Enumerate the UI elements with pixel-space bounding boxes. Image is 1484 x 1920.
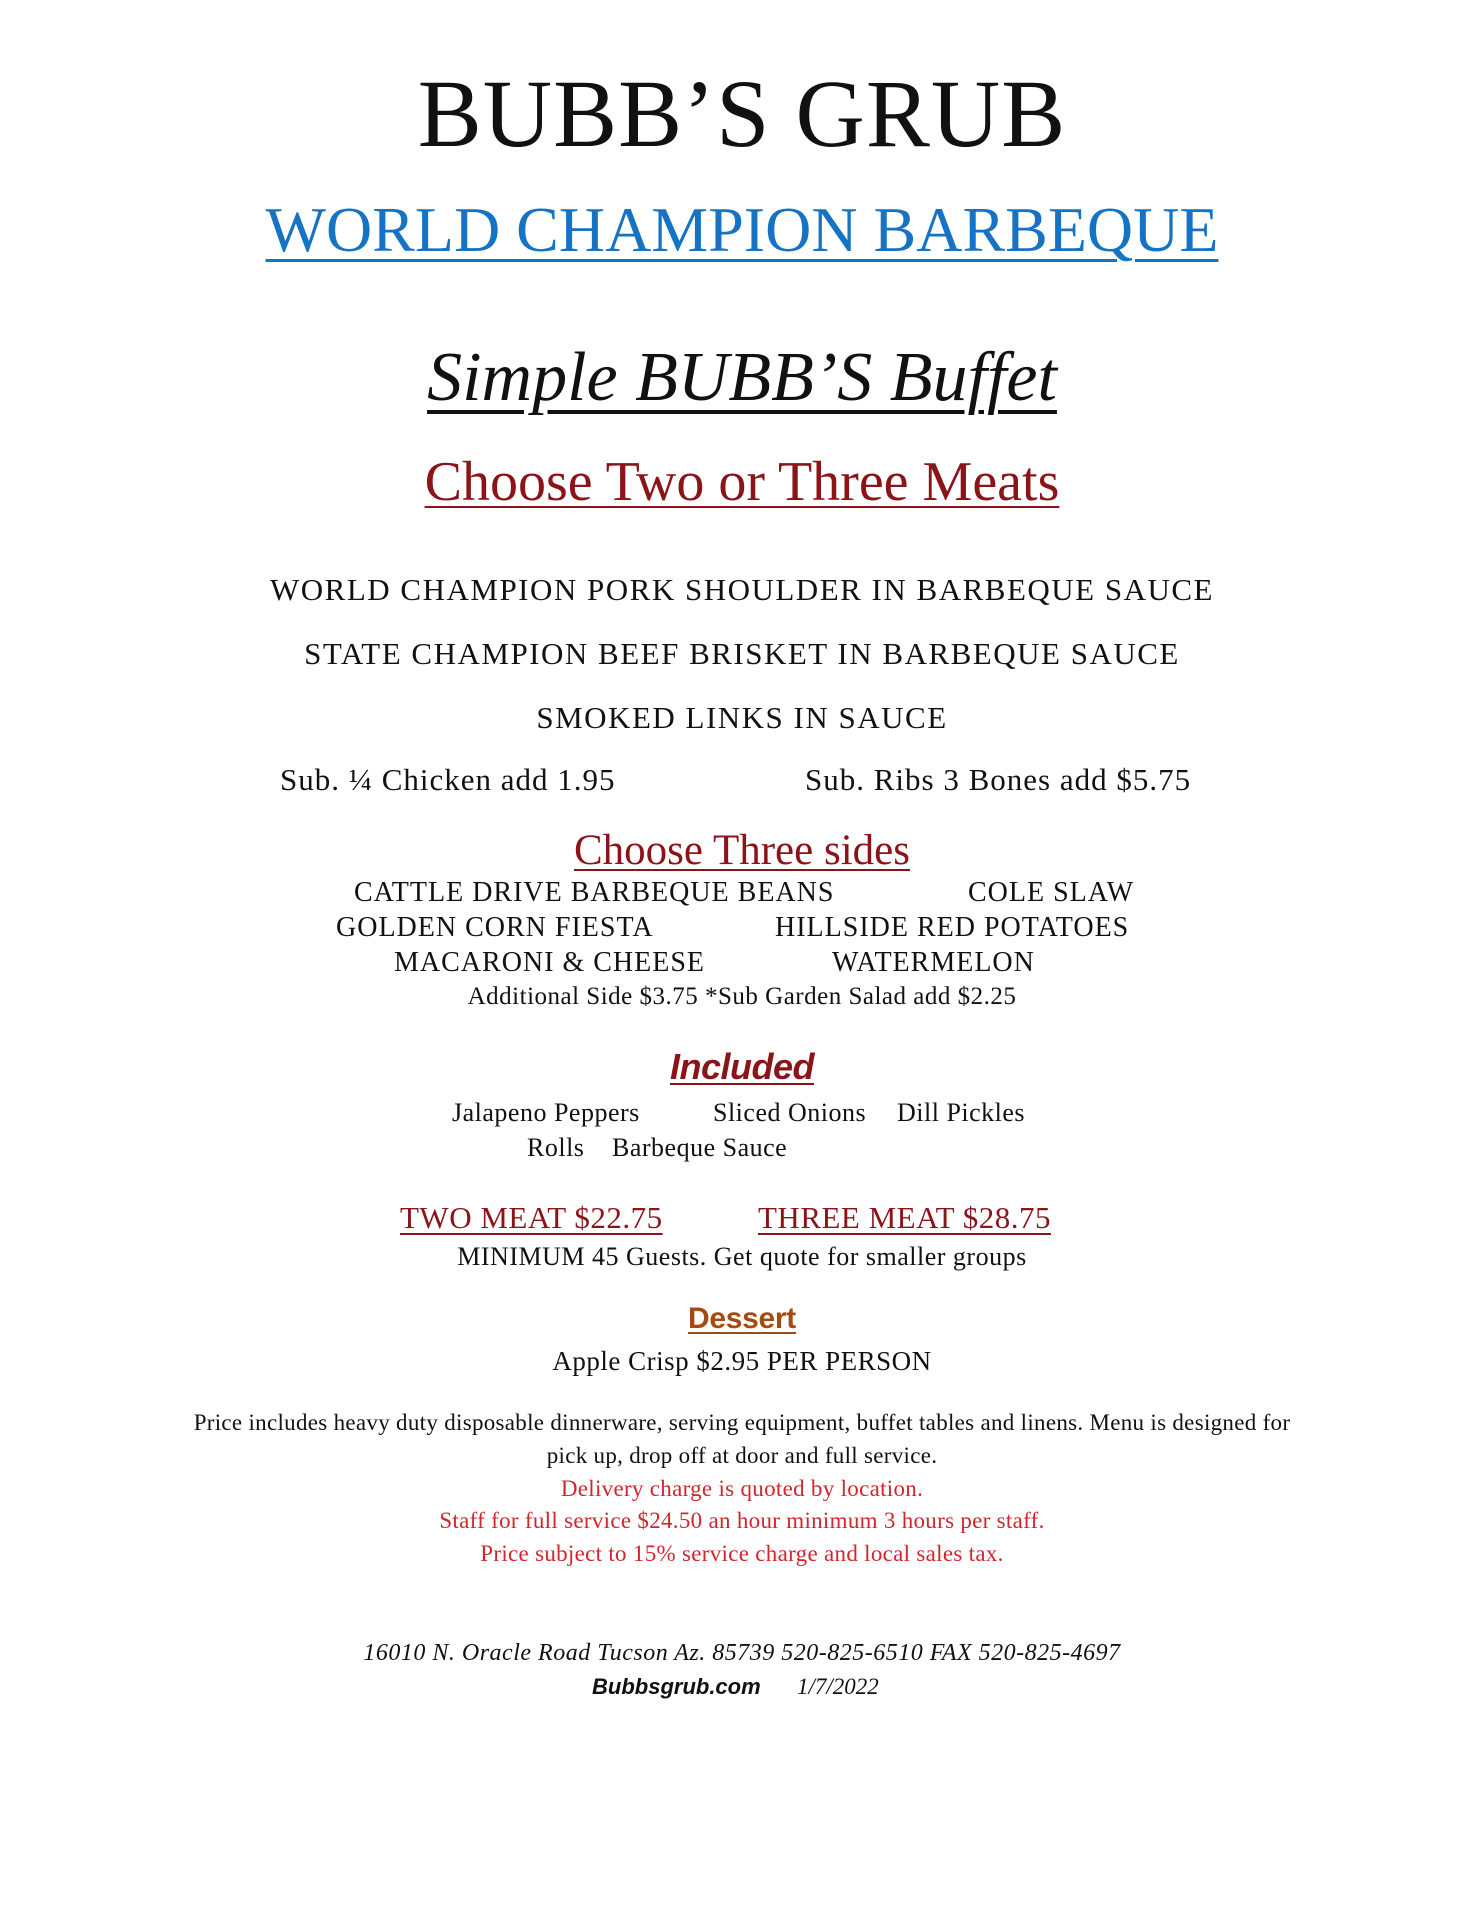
- website-link[interactable]: Bubbsgrub.com: [592, 1674, 761, 1699]
- included-heading: Included: [669, 1046, 814, 1087]
- side-item: CATTLE DRIVE BARBEQUE BEANS: [354, 877, 835, 908]
- sides-note: Additional Side $3.75 *Sub Garden Salad add $2.25: [467, 983, 1017, 1010]
- fine-print-line: pick up, drop off at door and full service.: [546, 1443, 938, 1468]
- included-item: Barbeque Sauce: [612, 1133, 788, 1162]
- sides-heading: Choose Three sides: [574, 827, 910, 874]
- included-heading-wrap: [0, 1046, 1484, 1088]
- sub-chicken: Sub. ¼ Chicken add 1.95: [280, 762, 616, 797]
- side-item: GOLDEN CORN FIESTA: [336, 912, 654, 943]
- included-item: Sliced Onions: [713, 1098, 867, 1127]
- dessert-item: Apple Crisp $2.95 PER PERSON: [552, 1346, 932, 1376]
- delivery-note: Delivery charge is quoted by location.: [560, 1476, 924, 1501]
- buffet-title-wrap: [0, 338, 1484, 418]
- restaurant-title: BUBB’S GRUB: [417, 60, 1067, 167]
- included-item: Jalapeno Peppers: [452, 1098, 640, 1127]
- included-item: Rolls: [527, 1133, 585, 1162]
- meat-item: WORLD CHAMPION PORK SHOULDER IN BARBEQUE SAUCE: [270, 572, 1214, 607]
- tax-note: Price subject to 15% service charge and local sales tax.: [480, 1541, 1004, 1566]
- buffet-title: Simple BUBB’S Buffet: [427, 339, 1057, 416]
- dessert-heading: Dessert: [688, 1302, 796, 1335]
- side-item: MACARONI & CHEESE: [394, 947, 706, 978]
- subtitle-wrap: [0, 193, 1484, 267]
- meats-heading: Choose Two or Three Meats: [424, 451, 1060, 513]
- side-item: COLE SLAW: [968, 877, 1135, 908]
- staff-note: Staff for full service $24.50 an hour minimum 3 hours per staff.: [439, 1508, 1045, 1533]
- minimum-guests: MINIMUM 45 Guests. Get quote for smaller groups: [457, 1242, 1027, 1271]
- side-item: HILLSIDE RED POTATOES: [775, 912, 1130, 943]
- two-meat-price: TWO MEAT $22.75: [400, 1200, 663, 1235]
- champion-subtitle: WORLD CHAMPION BARBEQUE: [265, 194, 1219, 265]
- meat-item: STATE CHAMPION BEEF BRISKET IN BARBEQUE SAUCE: [304, 636, 1180, 671]
- sides-heading-wrap: [0, 826, 1484, 875]
- three-meat-price: THREE MEAT $28.75: [758, 1200, 1051, 1235]
- dessert-heading-wrap: [0, 1302, 1484, 1336]
- side-item: WATERMELON: [832, 947, 1035, 978]
- fine-print-line: Price includes heavy duty disposable dinnerware, serving equipment, buffet tables and linens. Menu is designed for: [193, 1410, 1291, 1435]
- sub-ribs: Sub. Ribs 3 Bones add $5.75: [805, 762, 1192, 797]
- address-line: 16010 N. Oracle Road Tucson Az. 85739 520-825-6510 FAX 520-825-4697: [363, 1640, 1121, 1666]
- meats-heading-wrap: [0, 450, 1484, 514]
- meat-item: SMOKED LINKS IN SAUCE: [536, 700, 948, 735]
- menu-date: 1/7/2022: [797, 1674, 879, 1699]
- included-item: Dill Pickles: [897, 1098, 1026, 1127]
